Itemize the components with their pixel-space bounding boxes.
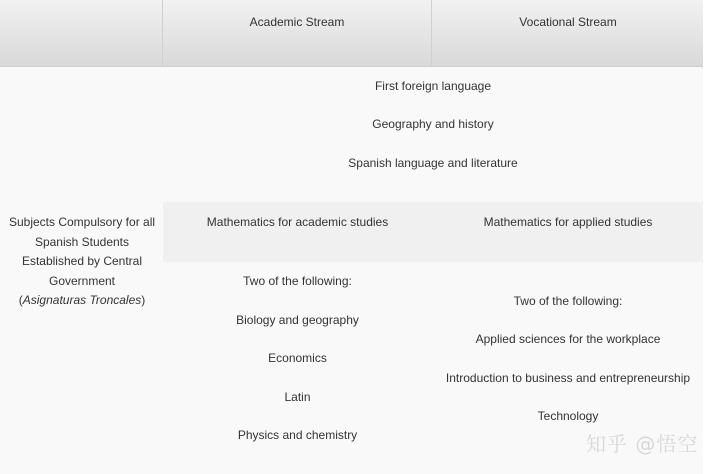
shared-subject: Spanish language and literature [348, 156, 518, 170]
vocational-option: Introduction to business and entrepreneurship [445, 371, 691, 385]
math-academic: Mathematics for academic studies [206, 215, 389, 229]
row-label-open-paren: ( [18, 293, 23, 307]
academic-option: Latin [284, 390, 311, 404]
watermark: 知乎 @悟空 [586, 432, 699, 456]
vocational-options-intro: Two of the following: [513, 294, 623, 308]
math-row-band [163, 202, 703, 262]
row-label-close-paren: ) [141, 293, 146, 307]
shared-subject: First foreign language [374, 79, 492, 93]
academic-option: Economics [268, 351, 327, 365]
row-label-term: Asignaturas Troncales [22, 293, 142, 307]
header-vocational-stream: Vocational Stream [519, 15, 617, 29]
header-academic-stream: Academic Stream [163, 0, 432, 66]
header-empty-cell [0, 0, 163, 66]
academic-options-intro: Two of the following: [243, 274, 352, 288]
math-vocational: Mathematics for applied studies [483, 215, 653, 229]
table-header [0, 0, 703, 67]
vocational-option: Applied sciences for the workplace [475, 332, 661, 346]
academic-option: Biology and geography [236, 313, 359, 327]
shared-subject: Geography and history [372, 117, 494, 131]
vocational-option: Technology [537, 409, 599, 423]
row-label-text: Subjects Compulsory for all Spanish Students Established by Central Government [8, 215, 156, 288]
row-label [6, 213, 158, 311]
academic-option: Physics and chemistry [237, 428, 358, 442]
